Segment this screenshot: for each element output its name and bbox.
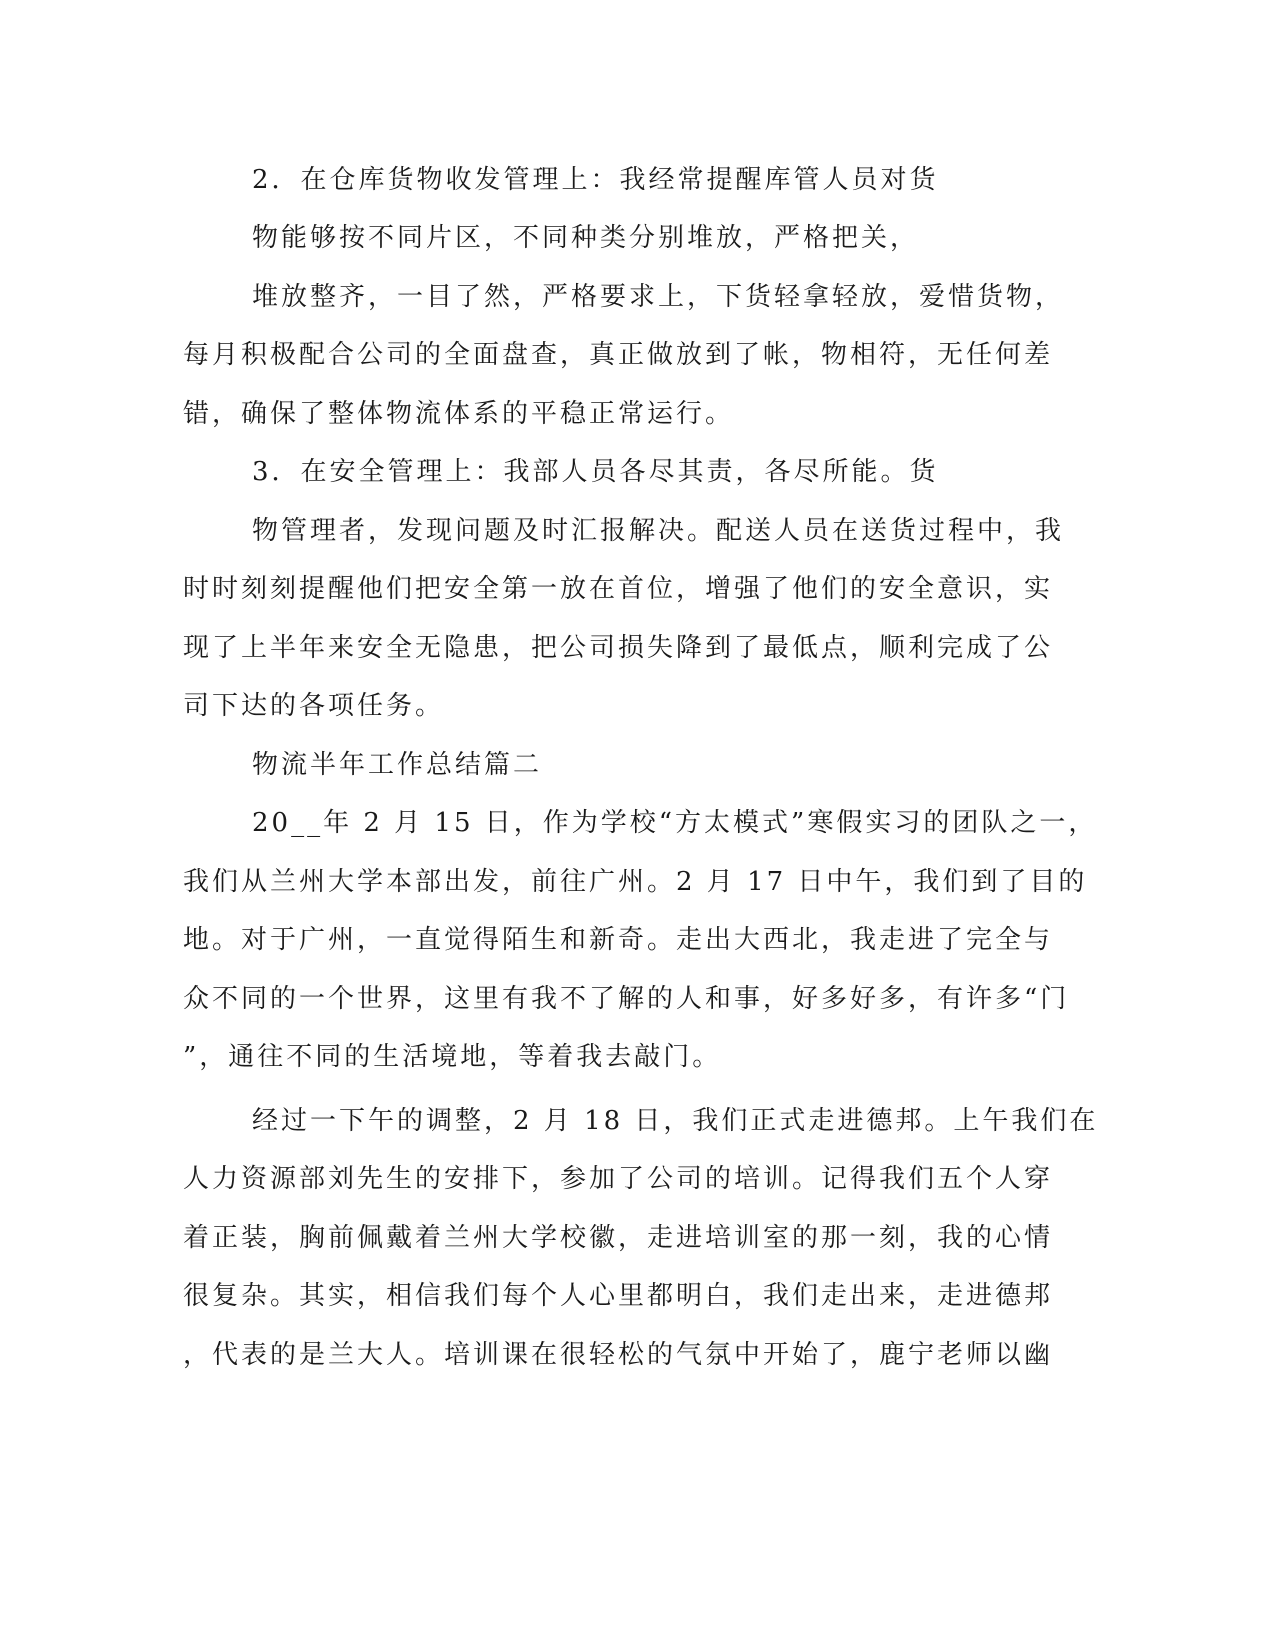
text-line: 人力资源部刘先生的安排下，参加了公司的培训。记得我们五个人穿 xyxy=(183,1164,1054,1194)
text-line: 堆放整齐，一目了然，严格要求上，下货轻拿轻放，爱惜货物， xyxy=(252,282,1065,312)
text-line: ”，通往不同的生活境地，等着我去敲门。 xyxy=(183,1042,722,1072)
text-line: 物管理者，发现问题及时汇报解决。配送人员在送货过程中，我 xyxy=(252,516,1065,546)
text-line: 3．在安全管理上：我部人员各尽其责，各尽所能。货 xyxy=(252,457,939,487)
text-line: 地。对于广州，一直觉得陌生和新奇。走出大西北，我走进了完全与 xyxy=(183,925,1054,955)
section-title: 物流半年工作总结篇二 xyxy=(252,750,543,780)
text-line: 众不同的一个世界，这里有我不了解的人和事，好多好多，有许多“门 xyxy=(183,984,1070,1014)
text-line: 2．在仓库货物收发管理上：我经常提醒库管人员对货 xyxy=(252,165,939,195)
text-line: 着正装，胸前佩戴着兰州大学校徽，走进培训室的那一刻，我的心情 xyxy=(183,1223,1054,1253)
text-line: 我们从兰州大学本部出发，前往广州。2 月 17 日中午，我们到了目的 xyxy=(183,867,1088,897)
text-line: 很复杂。其实，相信我们每个人心里都明白，我们走出来，走进德邦 xyxy=(183,1281,1054,1311)
text-line: 物能够按不同片区，不同种类分别堆放，严格把关， xyxy=(252,223,920,253)
text-line: 每月积极配合公司的全面盘查，真正做放到了帐，物相符，无任何差 xyxy=(183,340,1054,370)
text-line: 现了上半年来安全无隐患，把公司损失降到了最低点，顺利完成了公 xyxy=(183,633,1054,663)
text-line: ，代表的是兰大人。培训课在很轻松的气氛中开始了，鹿宁老师以幽 xyxy=(183,1340,1054,1370)
text-line: 经过一下午的调整，2 月 18 日，我们正式走进德邦。上午我们在 xyxy=(252,1106,1099,1136)
text-line: 时时刻刻提醒他们把安全第一放在首位，增强了他们的安全意识，实 xyxy=(183,574,1054,604)
text-line: 20__年 2 月 15 日，作为学校“方太模式”寒假实习的团队之一， xyxy=(252,808,1098,838)
text-line: 错，确保了整体物流体系的平稳正常运行。 xyxy=(183,399,735,429)
text-line: 司下达的各项任务。 xyxy=(183,691,445,721)
